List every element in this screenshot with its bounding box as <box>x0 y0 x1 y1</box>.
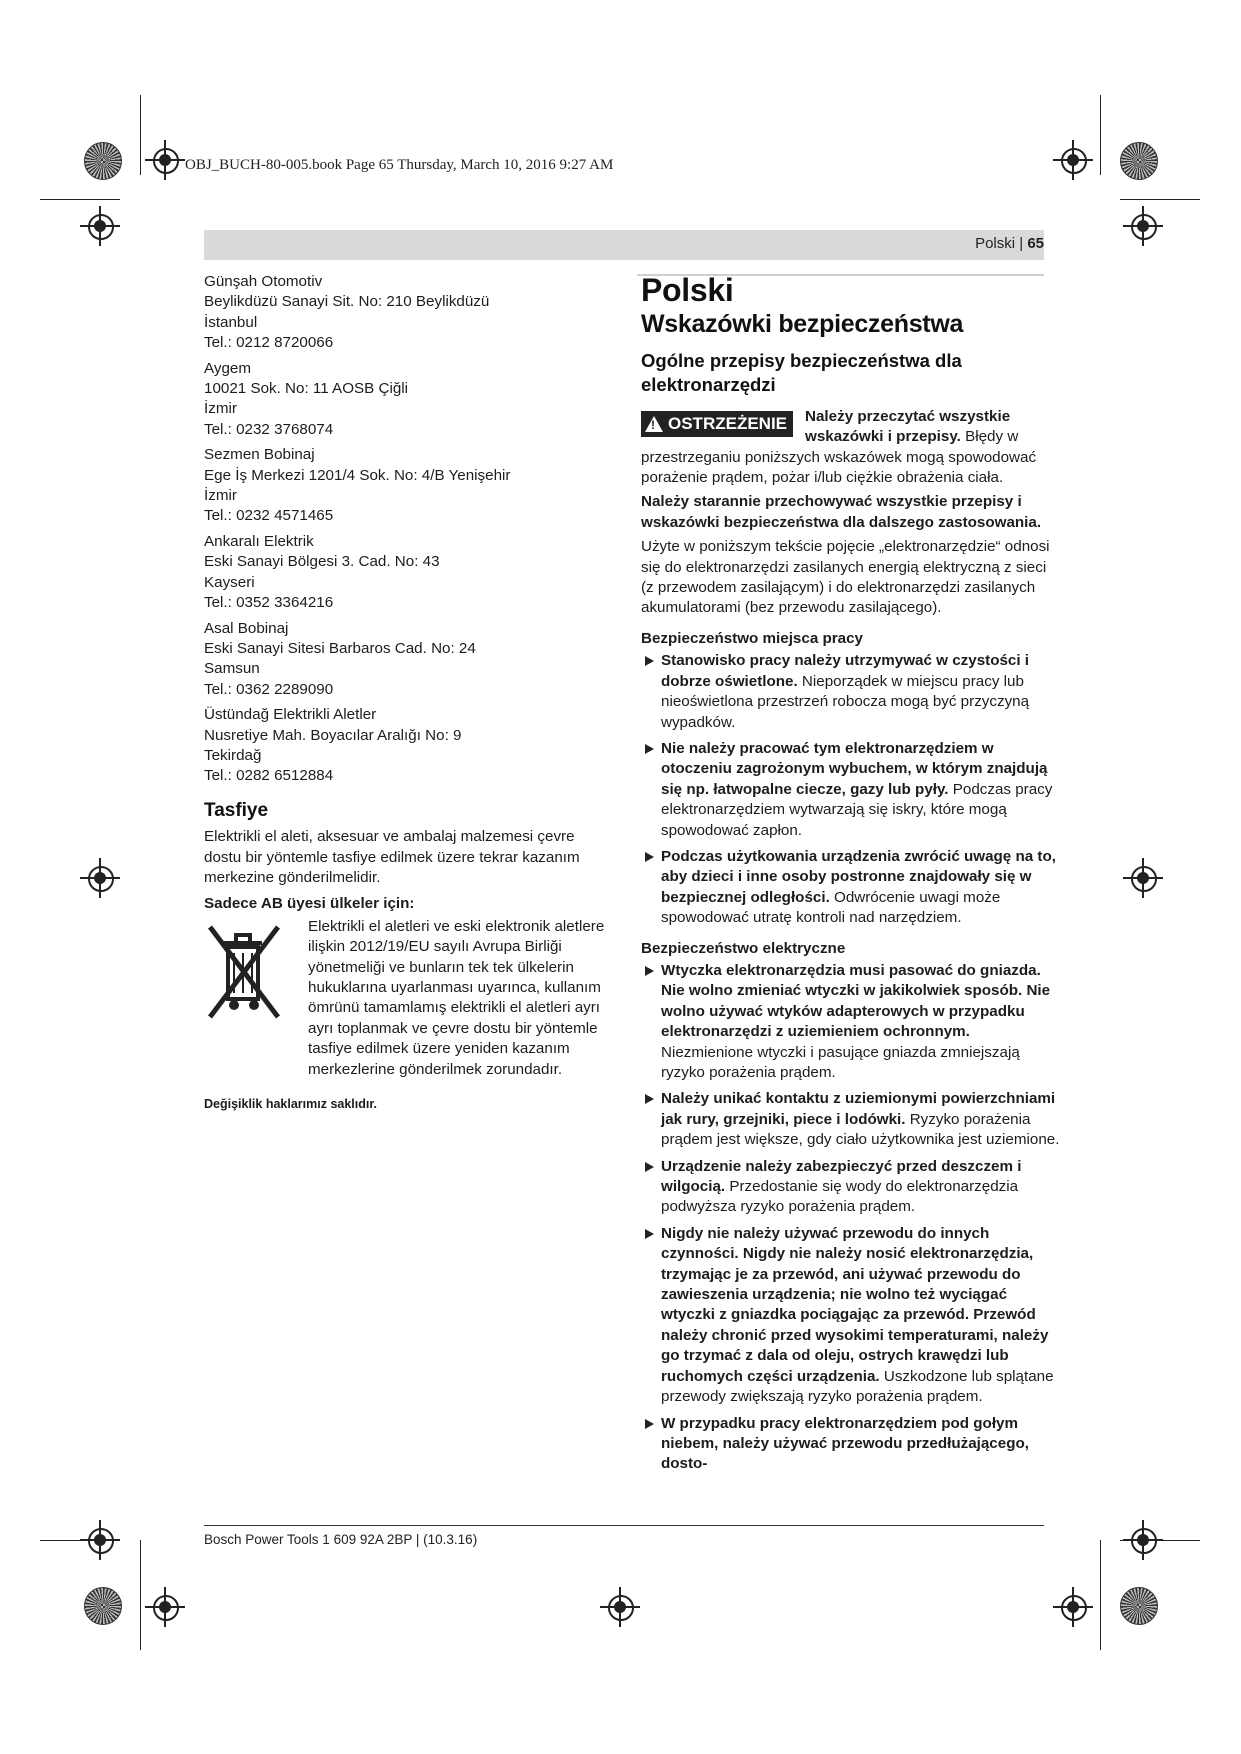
rights-reserved: Değişiklik haklarımız saklıdır. <box>204 1097 378 1112</box>
dealer-entry <box>204 445 610 527</box>
weee-block <box>204 917 610 1080</box>
electrical-list <box>641 961 1061 1475</box>
crossed-bin-icon <box>204 917 300 1080</box>
bullet-item <box>641 847 1061 929</box>
dealer-line: İstanbul <box>204 313 258 331</box>
dealer-entry <box>204 272 610 354</box>
dealer-line: İzmir <box>204 487 237 505</box>
crosshair-icon <box>1123 1520 1163 1560</box>
bullet-lead: Nigdy nie należy używać przewodu do innych czynności. Nigdy nie należy nosić elektronarzędzia, trzymając je za przewód, ani używać przewodu do zawieszenia urządzenia; nie wolno też wyciągać wtyczki z gniazdka pociągając za przewód. Przewód należy chronić przed wysokimi temperaturami, należy go trzymać z dala od oleju, ostrych krawędzi lub ruchomych części urządzenia. <box>661 1224 1049 1385</box>
bullet-text: Podczas pracy elektronarzędziem wytwarzają się iskry, które mogą spowodować zapłon. <box>661 780 1053 839</box>
work-area-heading: Bezpieczeństwo miejsca pracy <box>641 629 864 647</box>
crosshair-icon <box>80 858 120 898</box>
crosshair-icon <box>145 140 185 180</box>
crosshair-icon <box>1053 1587 1093 1627</box>
footer-rule <box>204 1525 1044 1526</box>
bullet-arrow-icon <box>645 656 654 666</box>
dealer-line: Asal Bobinaj <box>204 619 289 637</box>
bullet-lead: Wtyczka elektronarzędzia musi pasować do gniazda. Nie wolno zmieniać wtyczki w jakikolwiek sposób. Nie wolno używać wtyków adapterowych w przypadku elektronarzędzi z uziemieniem ochronnym. <box>661 961 1051 1041</box>
dealer-line: Tel.: 0352 3364216 <box>204 594 334 612</box>
dealer-line: Tel.: 0362 2289090 <box>204 680 334 698</box>
dealer-line: İzmir <box>204 400 237 418</box>
print-file-info: OBJ_BUCH-80-005.book Page 65 Thursday, March 10, 2016 9:27 AM <box>185 157 614 173</box>
bullet-arrow-icon <box>645 1229 654 1239</box>
dealer-line: Eski Sanayi Bölgesi 3. Cad. No: 43 <box>204 553 440 571</box>
bullet-lead: Stanowisko pracy należy utrzymywać w czystości i dobrze oświetlone. <box>661 652 1030 690</box>
dealer-line: Tel.: 0212 8720066 <box>204 334 334 352</box>
dealer-line: Eski Sanayi Sitesi Barbaros Cad. No: 24 <box>204 639 476 657</box>
dealer-entry <box>204 705 610 787</box>
bullet-item <box>641 1414 1061 1475</box>
registration-wheel-icon <box>1120 142 1158 180</box>
dealer-line: Ankaralı Elektrik <box>204 532 314 550</box>
bullet-item <box>641 1089 1061 1150</box>
crosshair-icon <box>600 1587 640 1627</box>
weee-text: Elektrikli el aletleri ve eski elektronik aletlere ilişkin 2012/19/EU sayılı Avrupa Birliği yönetmeliği ve bunların tek tek ülkelerin hukuklarına uyarlanması uyarınca, kullanım ömrünü tamamlamış elektrikli el aletleri ayrı ayrı toplanmak ve çevre dostu bir yöntemle tasfiye edilmek üzere yeniden kazanım merkezlerine gönderilmek zorundadır. <box>308 917 605 1078</box>
bullet-text: Nieporządek w miejscu pracy lub nieoświetlona przestrzeń robocza mogą być przyczyną wypadków. <box>661 672 1030 731</box>
dealer-entry <box>204 359 610 441</box>
dealer-line: Kayseri <box>204 573 255 591</box>
bullet-arrow-icon <box>645 1419 654 1429</box>
safety-title: Wskazówki bezpieczeństwa <box>641 310 964 339</box>
dealer-entry <box>204 532 610 614</box>
crosshair-icon <box>1123 206 1163 246</box>
page-number: 65 <box>1027 235 1044 252</box>
registration-wheel-icon <box>1120 1587 1158 1625</box>
crosshair-icon <box>80 1520 120 1560</box>
header-separator: | <box>1015 235 1028 252</box>
bullet-item <box>641 1224 1061 1408</box>
bullet-text: Uszkodzone lub splątane przewody zwiększają ryzyko porażenia prądem. <box>661 1367 1054 1406</box>
warning-lead: Należy przeczytać wszystkie wskazówki i przepisy. <box>805 407 1011 446</box>
page-header-bar <box>204 230 1044 260</box>
crosshair-icon <box>80 206 120 246</box>
warning-badge <box>641 411 793 437</box>
general-rules-heading: Ogólne przepisy bezpieczeństwa dla elektronarzędzi <box>641 349 962 395</box>
bullet-text: Niezmienione wtyczki i pasujące gniazda zmniejszają ryzyko porażenia prądem. <box>661 1043 1020 1081</box>
language-title: Polski <box>641 272 734 308</box>
bullet-text: Odwrócenie uwagi może spowodować utratę kontroli nad narzędziem. <box>661 888 1001 927</box>
dealer-line: Aygem <box>204 359 251 377</box>
dealer-line: Tel.: 0232 4571465 <box>204 507 334 525</box>
eu-heading: Sadece AB üyesi ülkeler için: <box>204 895 415 913</box>
term-definition: Użyte w poniższym tekście pojęcie „elektronarzędzie“ odnosi się do elektronarzędzi zasilanych energią elektryczną z sieci (z przewodem zasilającym) i do elektronarzędzi zasilanych akumulatorami (bez przewodu zasilającego). <box>641 538 1050 617</box>
bullet-text: Przedostanie się wody do elektronarzędzia podwyższa ryzyko porażenia prądem. <box>661 1178 1019 1216</box>
crosshair-icon <box>145 1587 185 1627</box>
dealer-line: Günşah Otomotiv <box>204 273 323 290</box>
disposal-text: Elektrikli el aleti, aksesuar ve ambalaj malzemesi çevre dostu bir yöntemle tasfiye edilmek üzere tekrar kazanım merkezine gönderilmelidir. <box>204 828 580 886</box>
bullet-text: Ryzyko porażenia prądem jest większe, gdy ciało użytkownika jest uziemione. <box>661 1110 1060 1149</box>
dealer-line: Nusretiye Mah. Boyacılar Aralığı No: 9 <box>204 726 462 744</box>
warning-triangle-icon: ! <box>645 416 663 432</box>
dealer-line: Tekirdağ <box>204 746 262 764</box>
dealer-line: Sezmen Bobinaj <box>204 446 315 464</box>
bullet-lead: Nie należy pracować tym elektronarzędziem w otoczeniu zagrożonym wybuchem, w którym znajdują się np. łatwopalne ciecze, gazy lub pyły. <box>661 739 1048 798</box>
page-footer: Bosch Power Tools 1 609 92A 2BP | (10.3.16) <box>204 1532 478 1547</box>
header-section: Polski <box>975 235 1016 252</box>
bullet-arrow-icon <box>645 852 654 862</box>
dealer-line: Üstündağ Elektrikli Aletler <box>204 706 377 724</box>
keep-instructions: Należy starannie przechowywać wszystkie przepisy i wskazówki bezpieczeństwa dla dalszego zastosowania. <box>641 493 1042 531</box>
bullet-lead: Należy unikać kontaktu z uziemionymi powierzchniami jak rury, grzejniki, piece i lodówki. <box>661 1090 1056 1128</box>
crosshair-icon <box>1123 858 1163 898</box>
dealer-line: Samsun <box>204 660 260 678</box>
bullet-item <box>641 1157 1061 1218</box>
dealer-line: Ege İş Merkezi 1201/4 Sok. No: 4/B Yenişehir <box>204 466 511 484</box>
bullet-lead: Urządzenie należy zabezpieczyć przed deszczem i wilgocią. <box>661 1157 1022 1196</box>
warning-block <box>641 407 1061 489</box>
right-column <box>641 272 1061 1481</box>
bullet-lead: Podczas użytkowania urządzenia zwrócić uwagę na to, aby dzieci i inne osoby postronne znajdowały się w bezpiecznej odległości. <box>661 847 1056 906</box>
bullet-item <box>641 739 1061 841</box>
disposal-heading: Tasfiye <box>204 799 269 821</box>
bullet-arrow-icon <box>645 1094 654 1104</box>
dealer-line: Tel.: 0232 3768074 <box>204 420 334 438</box>
dealer-line: 10021 Sok. No: 11 AOSB Çiğli <box>204 380 409 398</box>
dealer-line: Tel.: 0282 6512884 <box>204 767 334 785</box>
electrical-heading: Bezpieczeństwo elektryczne <box>641 939 846 957</box>
bullet-item <box>641 961 1061 1083</box>
dealer-line: Beylikdüzü Sanayi Sit. No: 210 Beylikdüzü <box>204 293 490 311</box>
dealer-entry <box>204 619 610 701</box>
bullet-lead: W przypadku pracy elektronarzędziem pod gołym niebem, należy używać przewodu przedłużającego, dosto- <box>661 1414 1029 1473</box>
work-area-list <box>641 651 1061 928</box>
warning-text: Błędy w przestrzeganiu poniższych wskazówek mogą spowodować porażenie prądem, pożar i/lub ciężkie obrażenia ciała. <box>641 428 1037 487</box>
bullet-item <box>641 651 1061 733</box>
page-header <box>975 235 1044 252</box>
warning-label: OSTRZEŻENIE <box>668 413 788 433</box>
bullet-arrow-icon <box>645 1162 654 1172</box>
registration-wheel-icon <box>84 142 122 180</box>
crosshair-icon <box>1053 140 1093 180</box>
bullet-arrow-icon <box>645 744 654 754</box>
left-column <box>204 272 610 1114</box>
bullet-arrow-icon <box>645 966 654 976</box>
registration-wheel-icon <box>84 1587 122 1625</box>
dealer-list <box>204 272 610 787</box>
